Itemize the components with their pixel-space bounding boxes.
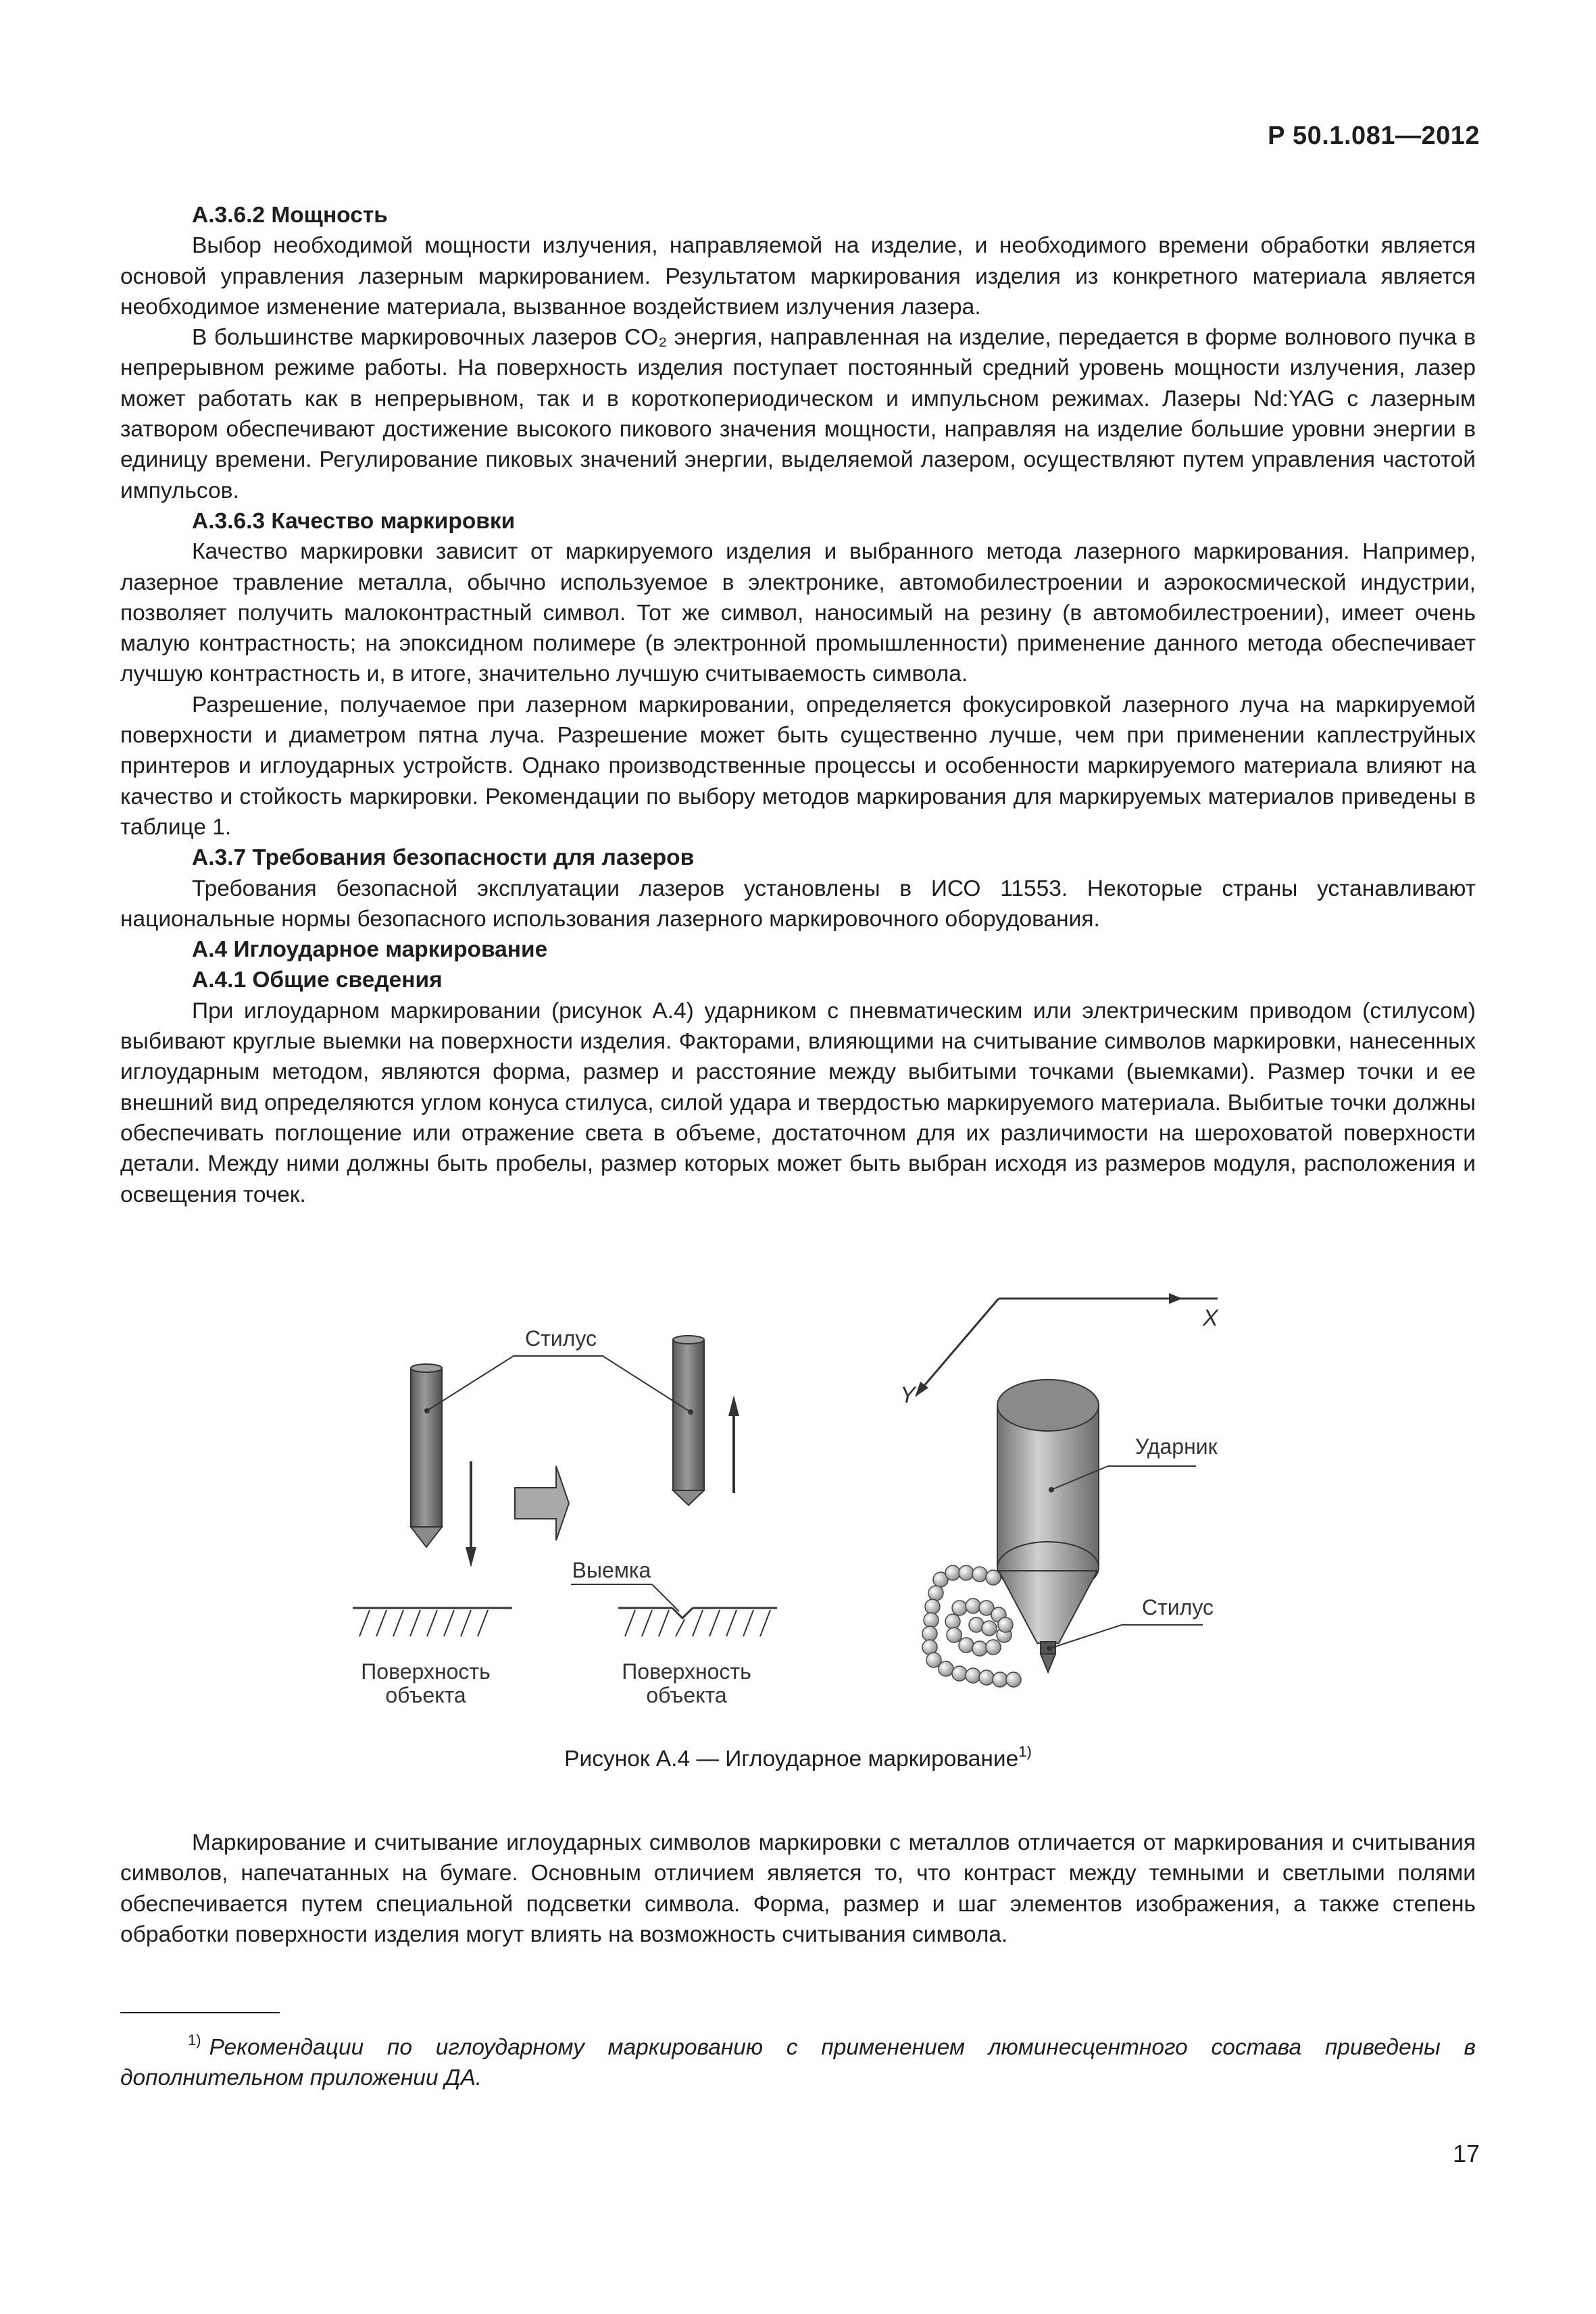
paragraph: Маркирование и считывание иглоударных символов маркировки с металлов отличается от маркирования и считывания символов, напечатанных на бумаге. Основным отличием является то, что контраст между темными и светлыми полями обеспечивается путем специальной подсветки символа. Форма, размер и шаг элементов изображения, а также степень обработки поверхности изделия могут влиять на возможность считывания символа. [120,1830,1476,1947]
surface-hatching-left [353,1608,512,1636]
document-number: Р 50.1.081—2012 [1268,122,1480,150]
stylus-tip-label: Стилус [1142,1595,1214,1619]
heading-laser-safety: А.3.7 Требования безопасности для лазеров [192,845,695,871]
transition-arrow-icon [515,1466,569,1540]
caption-footnote-mark: 1) [1018,1743,1032,1760]
page-number: 17 [1452,2140,1480,2167]
axis-y-label: Y [900,1382,916,1408]
stylus-down [411,1364,442,1547]
axis-x-label: X [1203,1305,1218,1331]
text-after-figure [120,1828,1476,1950]
arrow-down-icon [466,1461,476,1567]
heading-marking-quality: А.3.6.3 Качество маркировки [192,508,516,534]
footnote-separator [120,2012,280,2013]
footnote-text: Рекомендации по иглоударному маркированию с применением люминесцентного состава приведены в дополнительном приложении ДА. [120,2035,1476,2091]
surface-hatching-right [618,1608,777,1636]
heading-dot-peen-marking: А.4 Иглоударное маркирование [192,937,548,963]
heading-power: А.3.6.2 Мощность [192,203,388,228]
figure-caption-text: Рисунок А.4 — Иглоударное маркирование [564,1746,1019,1771]
paragraph: Выбор необходимой мощности излучения, направляемой на изделие, и необходимого времени обработки является основой управления лазерным маркированием. Результатом маркирования изделия из конкретного материала является необходимое изменение материала, вызванное воздействием излучения лазера. [120,233,1476,320]
stylus-up [673,1336,704,1505]
main-text [120,200,1476,1210]
surface-label-right-line1: Поверхность [622,1659,751,1684]
paragraph: В большинстве маркировочных лазеров CO₂ энергия, направленная на изделие, передается в форме волнового пучка в непрерывном режиме работы. На поверхность изделия поступает постоянный средний уровень мощности излучения, лазер может работать как в непрерывном, так и в короткопериодическом и импульсном режимах. Лазеры Nd:YAG с лазерным затвором обеспечивают достижение высокого пикового значения мощности, направляя на изделие большие уровни энергии в единицу времени. Регулирование пиковых значений энергии, выделяемой лазером, осуществляют путем управления частотой импульсов. [120,325,1476,503]
footnote [120,2025,1476,2094]
notch-label: Выемка [572,1558,651,1582]
figure-caption [0,1743,1596,1772]
paragraph: При иглоударном маркировании (рисунок А.4) ударником с пневматическим или электрическим приводом (стилусом) выбивают круглые выемки на поверхности изделия. Факторами, влияющими на считывание символов маркировки, нанесенных иглоударным методом, являются форма, размер и расстояние между выбитыми точками (выемками). Размер точки и ее внешний вид определяются углом конуса стилуса, силой удара и твердостью маркируемого материала. Выбитые точки должны обеспечивать поглощение или отражение света в объеме, достаточном для их различимости на шероховатой поверхности детали. Между ними должны быть пробелы, размер которых может быть выбран исходя из размеров модуля, расположения и освещения точек. [120,998,1476,1207]
footnote-mark: 1) [188,2032,201,2048]
paragraph: Разрешение, получаемое при лазерном маркировании, определяется фокусировкой лазерного луча на маркируемой поверхности и диаметром пятна луча. Разрешение может быть существенно лучше, чем при применении каплеструйных принтеров и иглоударных устройств. Однако производственные процессы и особенности маркируемого материала влияют на качество и стойкость маркировки. Рекомендации по выбору методов маркирования для маркируемых материалов приведены в таблице 1. [120,692,1476,840]
paragraph: Требования безопасной эксплуатации лазеров установлены в ИСО 11553. Некоторые страны устанавливают национальные нормы безопасного использования лазерного маркировочного оборудования. [120,876,1476,932]
heading-general-info: А.4.1 Общие сведения [192,967,443,993]
striker-label: Ударник [1135,1434,1218,1459]
figure-dot-peen [311,1270,1218,1730]
stylus-label: Стилус [525,1326,597,1351]
paragraph: Качество маркировки зависит от маркируемого изделия и выбранного метода лазерного маркирования. Например, лазерное травление металла, обычно используемое в электронике, автомобилестроении и аэрокосмической индустрии, позволяет получить малоконтрастный символ. Тот же символ, наносимый на резину (в автомобилестроении), имеет очень малую контрастность; на эпоксидном полимере (в электронной промышленности) применение данного метода обеспечивает лучшую контрастность и, в итоге, значительно лучшую считываемость символа. [120,539,1476,687]
surface-label-right-line2: объекта [646,1683,727,1707]
surface-label-left-line2: объекта [385,1683,466,1707]
arrow-up-icon [728,1395,739,1493]
surface-label-left-line1: Поверхность [361,1659,491,1684]
